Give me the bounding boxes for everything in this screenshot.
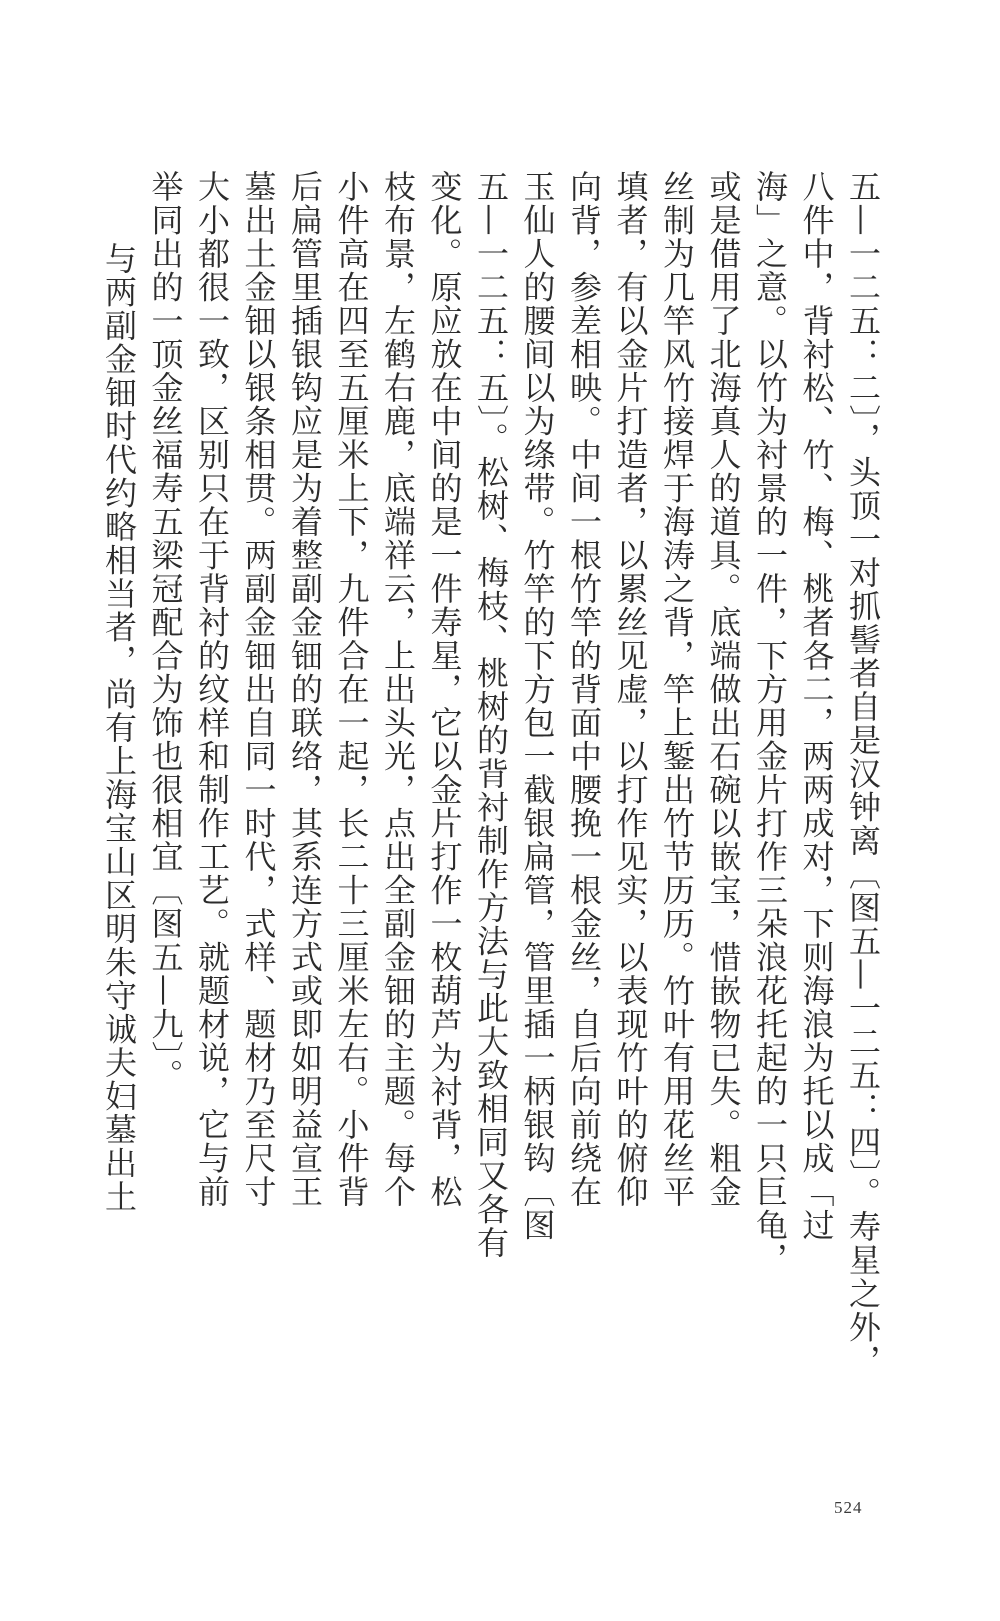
text-column: 枝布景，左鹤右鹿，底端祥云，上出头光，点出全副金钿的主题。每个	[379, 170, 417, 1209]
text-column: 后扁管里插银钩应是为着整副金钿的联络，其系连方式或即如明益宣王	[286, 170, 324, 1209]
text-column: 大小都很一致，区别只在于背衬的纹样和制作工艺。就题材说，它与前	[193, 170, 231, 1209]
text-column: 墓出土金钿以银条相贯。两副金钿出自同一时代，式样、题材乃至尺寸	[239, 170, 278, 1209]
text-column: 举同出的一顶金丝福寿五梁冠配合为饰也很相宜〔图五—九〕。	[146, 170, 185, 1092]
page-number: 524	[834, 1498, 863, 1517]
paragraph-start-column: 与两副金钿时代约略相当者，尚有上海宝山区明朱守诚夫妇墓出土	[100, 242, 138, 1214]
text-column: 八件中，背衬松、竹、梅、桃者各二，两两成对，下则海浪为托以成「过	[797, 170, 836, 1242]
text-column: 变化。原应放在中间的是一件寿星，它以金片打作一枚葫芦为衬背，松	[425, 170, 464, 1209]
text-column: 五—一二五：二〕，头顶一对抓髻者自是汉钟离〔图五—一二五：四〕。寿星之外，	[844, 170, 882, 1378]
text-column: 小件高在四至五厘米上下，九件合在一起，长二十三厘米左右。小件背	[332, 170, 371, 1209]
text-column: 向背，参差相映。中间一根竹竿的背面中腰挽一根金丝，自后向前绕在	[565, 170, 603, 1209]
text-column: 五—一二五：五〕。松树、梅枝、桃树的背衬制作方法与此大致相同又各有	[472, 170, 510, 1260]
text-column: 或是借用了北海真人的道具。底端做出石碗以嵌宝，惜嵌物已失。粗金	[704, 170, 743, 1209]
text-column: 海」之意。以竹为衬景的一件，下方用金片打作三朵浪花托起的一只巨龟，	[751, 170, 789, 1276]
text-column: 玉仙人的腰间以为绦带。竹竿的下方包一截银扁管，管里插一柄银钩〔图	[518, 170, 557, 1242]
body-text	[100, 170, 886, 1378]
text-column: 填者，有以金片打造者，以累丝见虚，以打作见实，以表现竹叶的俯仰	[611, 170, 650, 1209]
text-column: 丝制为几竿风竹接焊于海涛之背，竿上錾出竹节历历。竹叶有用花丝平	[658, 170, 696, 1209]
